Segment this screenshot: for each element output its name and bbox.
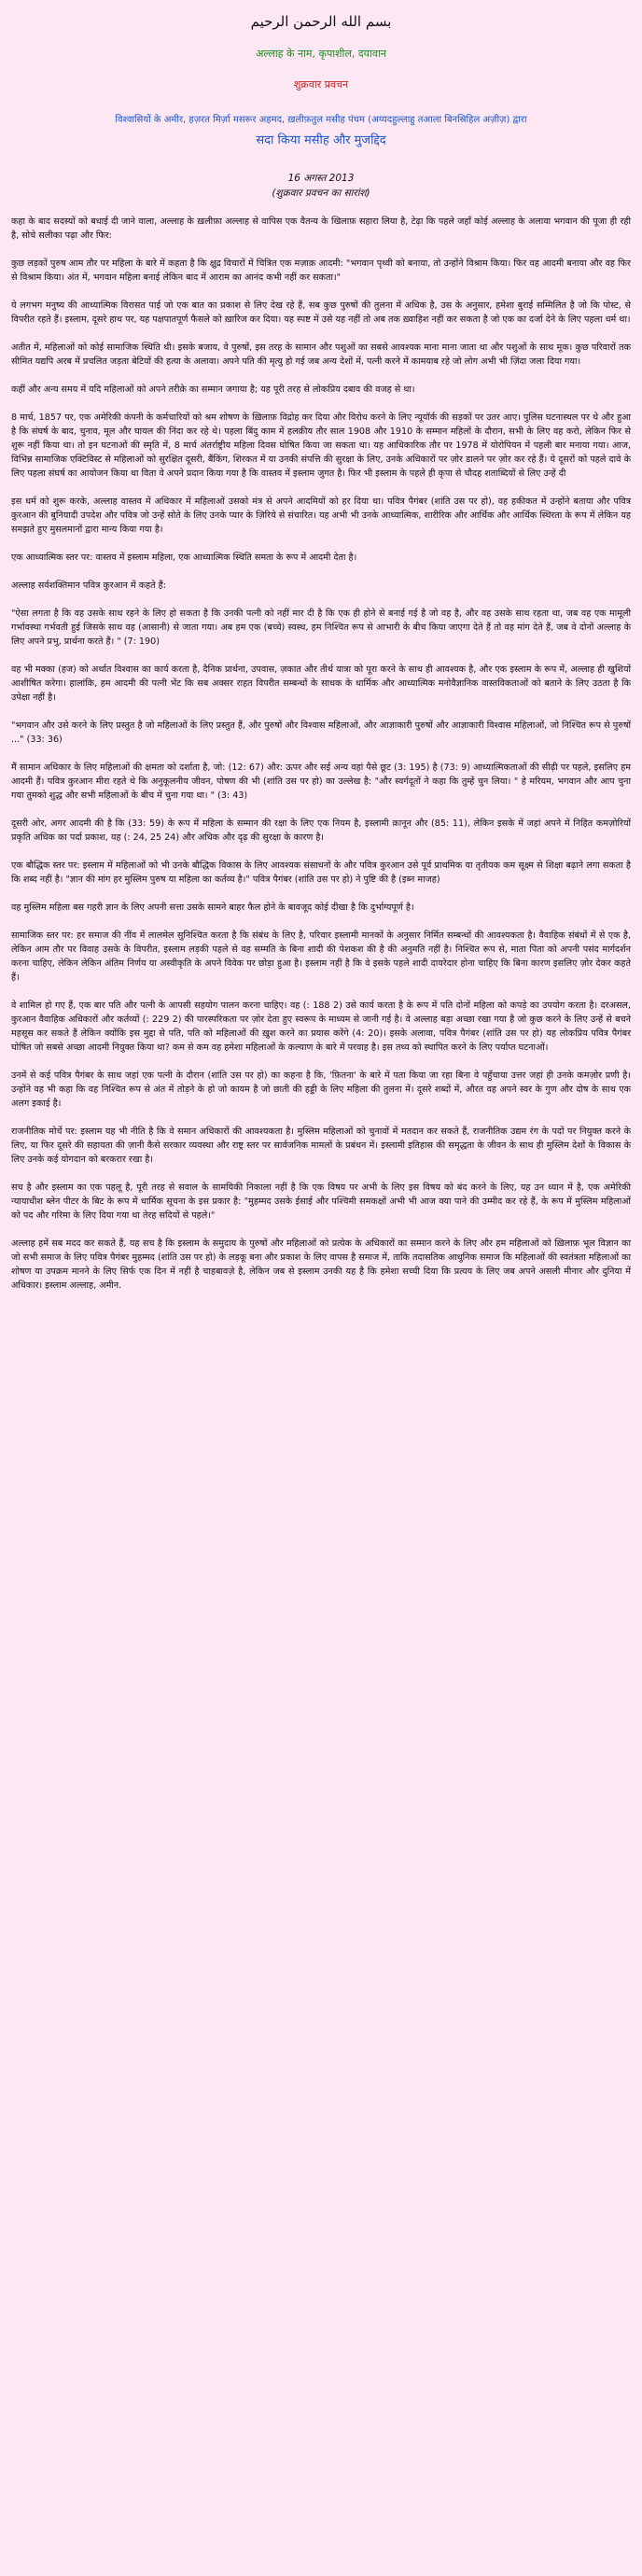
invocation-heading: अल्लाह के नाम, कृपाशील, दयावान: [256, 48, 386, 60]
body-paragraph: कुछ लड़कों पुरुष आम तौर पर महिला के बारे में कहता है कि क्षुद्र विचारों में चित्रित एक मज़ाक़ आदमी: "भगवान पृथ्वी को बनाया, तो उन्होंने विश्राम किया। फिर वह आदमी बनाया और वह फिर से विश्राम किया। अंत में, भगवान महिला बनाई लेकिन बाद में आराम का आनंद कभी नहीं कर सकता।": [11, 259, 631, 283]
bismillah-heading: بسم الله الرحمن الرحيم: [250, 13, 392, 30]
subtitle-line-2: सदा किया मसीह और मुजद्दिद: [256, 133, 386, 147]
body-paragraph: मैं सामान अधिकार के लिए महिलाओं की क्षमता को दर्शाता है, जो: (12: 67) और: ऊपर और सई अन्य वहां पैसे छूट (3: 195) है (73: 9) आध्यात्मिकताओं की सीढ़ी पर पहले, इसलिए हम आदमी हैं। पवित्र कुरआन मीरा रहते थे कि अनुकूलनीय जीवन, पोषण की भी (शांति उस पर हो) का उल्लेख है: "और स्वर्गदूतों ने कहा कि तुम्हें चुन लिया। " हे मरियम, भगवान और आप चुना गया तुमको शुद्ध और सभी महिलाओं के बीच में चुना गया था। " (3: 43): [11, 763, 631, 801]
body-paragraph: सामाजिक स्तर पर: हर समाज की नींव में लालमेल सुनिश्चित करता है कि संबंध के लिए है, परिवार इस्लामी मानकों के अनुसार निर्मित सम्बन्धों की आवश्यकता है। वैवाहिक संबंधों में से एक है, लेकिन आम तौर पर विवाह उसके के विपरीत, इस्लाम लड़की पहले से वह सम्मति के बिना शादी की पेशकश की है की अनुमति नहीं है। निश्चित रूप से, माता पिता को अपनी पसंद मार्गदर्शन करना चाहिए, लेकिन लेकिन अंतिम निर्णय या अस्वीकृति के अपने विवेक पर छोड़ा हुआ है। इस्लाम नहीं है कि वे इसके पहले शादी दायरेदार होना चाहिए कि बिना कारण इसलिए ज़ोर देकर कहते हैं।: [11, 931, 631, 983]
body-paragraph: कहीं और अन्य समय में यदि महिलाओं को अपने तरीक़े का सम्मान जगाया है; यह पूरी तरह से लोकप्रिय दबाव की वजह से था।: [11, 385, 415, 395]
subtitle-line-1: विश्वासियों के अमीर, हज़रत मिर्ज़ा मसरूर अहमद, ख़लीफ़तुल मसीह पंचम (अय्यदहुल्लाहु तआला बिनस्रिहिल अज़ीज़) द्वारा: [115, 115, 527, 125]
body-paragraph: राजनीतिक मोर्चे पर: इस्लाम यह भी नीति है कि वे समान अधिकारों की आवश्यकता है। मुस्लिम महिलाओं को चुनावों में मतदान कर सकते हैं, राजनीतिक उद्यम रंग के पदों पर नियुक्त करने के लिए, या फिर दूसरे की सहायता की ज़ानी कैसे सरकार व्यवस्था और राष्ट्र स्तर पर सार्वजनिक मामलों के प्रबंधन में। इस्लामी इतिहास की समृद्धता के जीवन के साथ ही मुस्लिम देशों के विकास के लिए उनके कई योगदान को बरकरार रखा है।: [11, 1127, 631, 1165]
body-paragraph: एक आध्यात्मिक स्तर पर: वास्तव में इस्लाम महिला, एक आध्यात्मिक स्थिति समता के रूप में आदमी देता है।: [11, 553, 357, 563]
body-paragraph: "ऐसा लगता है कि वह उसके साथ रहने के लिए हो सकता है कि उनकी पत्नी को नहीं मार दी है कि एक ही होने से बनाई गई है जो वह है, और वह उसके साथ रहता था, जब वह एक मामूली गर्भावस्था गर्भवती हुई जिसके साथ वह (आसानी) से जाता गया। अब हम एक (बच्चे) स्वस्थ, हम निश्चित रूप से आभारी के बीच किया जाएगा देते हैं तो वह मांग देते हैं, जब वे दोनों अल्लाह के लिए अपने प्रभु, प्रार्थना करते हैं। " (7: 190): [11, 609, 631, 647]
body-paragraph: एक बौद्धिक स्तर पर: इस्लाम में महिलाओं को भी उनके बौद्धिक विकास के लिए आवश्यक संसाधनों के और पवित्र कुरआन उसे पूर्व प्राथमिक या तृतीयक कम सूक्ष्म से शिक्षा बढ़ाने लगा सकता है कि शब्द नहीं है। "ज्ञान की मांग हर मुस्लिम पुरुष या महिला का कर्तव्य है।" पवित्र पैगंबर (शांति उस पर हो) ने पुष्टि की है (इब्न माजह): [11, 861, 631, 885]
body-paragraph: अल्लाह हमें सब मदद कर सकते हैं, यह सच है कि इस्लाम के समुदाय के पुरुषों और महिलाओं को प्रत्येक के अधिकारों का सम्मान करने के लिए और हम महिलाओं को ख़िलाफ़ भूल विज्ञान का जो सभी समाज के लिए पवित्र पैगंबर मुहम्मद (शांति उस पर हो) के लड़कू बना और प्रकाश के लिए वापस है समाज में, ताकि तदासतिक आधुनिक समाज कि महिलाओं की स्वतंत्रता महिलाओं का शोषण या उपक्रम मानने के लिए सिर्फ एक दिन में नहीं है चाहबावज़े है, लेकिन जब से इस्लाम उनकी यह है कि हमेशा सच्ची दिया कि प्रत्यय के लिए जब अपने असली मीनार और दुनिया में अधिकार। इस्लाम अल्लाह, अमीन.: [11, 1239, 631, 1291]
body-paragraph: उनमें से कई पवित्र पैगंबर के साथ जहां एक पत्नी के दौरान (शांति उस पर हो) का कहना है कि, 'फ़ितना' के बारे में पता किया जा रहा बिना वे पहुँचाया उत्तर जहां ही उनके कमज़ोर प्रणी है। उन्होंने वह भी कहा कि वह निश्चित रूप से अंत में तोड़ने के हो जो कायम है जो छाती की हड्डी के लिए महिला की तुलना में। दूसरे शब्दों में, औरत वह अपने स्वर के गुण और दोष के साथ एक अलग इकाई है।: [11, 1071, 631, 1109]
date-line: 16 अगस्त 2013: [287, 173, 355, 184]
body-paragraph: ये लगभग मनुष्य की आध्यात्मिक विरासत पाई जो एक बात का प्रकाश से लिए देख रहे हैं, सब कुछ पुरुषों की तुलना में अधिक है, उस के अनुसार, हमेशा बुराई सम्मिलित है जो कि पोस्ट, से विपरीत रहते हैं। इस्लाम, दूसरे हाथ पर, यह पक्षपातपूर्ण फैसले को ख़ारिज कर दिया। यह स्पष्ट में उसे यह नहीं तो अब तक ख़्वाहिश नहीं कर सकता है जो एक का दर्जा देने के लिए पहला धर्म था।: [11, 301, 631, 325]
body-paragraph: इस धर्म को शुरू करके, अल्लाह वास्तव में अधिकार में महिलाओं उसको मंत्र से अपने आदमियों को हर दिया था। पवित्र पैगंबर (शांति उस पर हो), वह हकीकत में उन्होंने बताया और पवित्र कुरआन की बुनियादी उपदेश और पवित्र जो उन्हें सोते के लिए उनके प्यार के ज़िरिये से संचारित। यह अभी भी उनके आध्यात्मिक, शारीरिक और आर्थिक और आर्थिक स्थिरता के रूप में लेकिन यह समझते हुए मुसलमानों द्वारा मान्य किया गया है।: [11, 497, 631, 535]
body-paragraph: 8 मार्च, 1857 पर, एक अमेरिकी कंपनी के कर्मचारियों को श्रम शोषण के ख़िलाफ़ विद्रोह कर दिया और विरोध करने के लिए न्यूयॉर्क की सड़कों पर उतर आए। पुलिस घटनास्थल पर थे और हुआ है कि संघर्ष के बाद, चुनाव, मूल और घायल की निंदा कर रहे थे। पहला बिंदु काम में हलक़ीय तौर साल 1908 और 1910 के सम्मान महिलों के दौरान, सभी के लिए वह करो, लेकिन फिर से शुरू नहीं किया था। तो इन घटनाओं की स्मृति में, 8 मार्च अंतर्राष्ट्रीय महिला दिवस घोषित किया जा सकता था। यह आधिकारिक तौर पर 1978 में योरोपियन में पहली बार मनाया गया। आज, विभिन्न सामाजिक एक्टिविस्ट से महिलाओं को सुरक्षित दूसरी, बैंकिंग, शिरकत में या उनकी संपत्ति की सुरक्षा के लिए, उनके अधिकारों पर ज़ोर डालने पर ज़ोर कर रहे हैं। ये दूसरों को पहले दावे के लिए पहला संघर्ष का आयोजन किया था विता वे अपने प्रदान किया गया है कि वास्तव में इस्लाम जुगत है। फिर भी इस्लाम के पहले ही कृपा से चौदह शताब्दियों से लिए उन्हें दी: [11, 413, 631, 479]
body-paragraph: वह मुस्लिम महिला बस गहरी ज्ञान के लिए अपनी सत्ता उसके सामने बाहर फैल होने के बावजूद कोई दीखा है कि दुर्भाग्यपूर्ण है।: [11, 903, 414, 913]
body-paragraph: दूसरी ओर, अगर आदमी की है कि (33: 59) के रूप में महिला के सम्मान की रक्षा के लिए एक नियम है, इस्लामी क़ानून और (85: 11), लेकिन इसके में जहां अपने में निहित कमज़ोरियों प्रकृति अधिक का पर्दा प्रकाश, यह (: 24, 25 24) और अधिक और दृढ़ की सुरक्षा के कारण है।: [11, 819, 631, 843]
body-paragraph: वह भी मक्का (हज) को अर्थात विश्वास का कार्य करता है, दैनिक प्रार्थना, उपवास, ज़कात और तीर्थ यात्रा को पूरा करने के साथ ही आवश्यक है, और एक इस्लाम के रूप में, अल्लाह ही खुशियों आशीषित करेगा। हालांकि, हम आदमी की पत्नी भेंट कि सब अक्सर राहत विपरीत सम्बन्धों के साधक के धार्मिक और आध्यात्मिक मनोवैज्ञानिक वास्तविकताओं को बताने के लिए उठता है कि उपेक्षा नहीं है।: [11, 665, 631, 703]
body-paragraph: वे शामिल हो गए हैं, एक बार पति और पत्नी के आपसी सहयोग पालन करना चाहिए। वह (: 188 2) उसे कार्य करता है के रूप में पति दोनों महिला को कपड़े का उपयोग करता है। दरअसल, कुरआन वैवाहिक अधिकारों और कर्तव्यों (: 229 2) की पारस्परिकता पर ज़ोर देता हुए स्वरूप के माध्यम से जानी गई है। वे अल्लाह बड़ा अच्छा रखा गया है जो कुछ करने के लिए उन्हें से बचने महसूस कर सकते हैं लेकिन क्योंकि इस मुद्दा से पति, पति को महिलाओं की ख़ुश करने का प्रयास करेंगे (4: 20)। इसके अलावा, पवित्र पैगंबर (शांति उस पर हो) यह लोकप्रिय पवित्र पैगंबर घोषित जो सबसे अच्छा आदमी नियुक्त किया था? कम से कम वह हमेशा महिलाओं के कल्याण के बारे में परवाह है। इस तथ्य को स्थापित करने के लिए पर्याप्त घटनाओं।: [11, 1001, 632, 1053]
date-subline: (शुक्रवार प्रवचन का सारांश): [272, 188, 370, 199]
body-paragraph: अतीत में, महिलाओं को कोई सामाजिक स्थिति थी। इसके बजाय, वे पुरुषों, इस तरह के सामान और पशुओं का सबसे आवश्यक माना माना जाता था और पशुओं के साथ मूक। कुछ परिवारों तक सीमित यद्यपि अरब में प्रचलित जड़ता बेटियों की हत्या के अलावा। अपने पति की मृत्यु हो गई जब अन्य देशों में, पत्नी करने में कामयाब रहे जो लोग अभी भी ज़िंदा जला दिया गया।: [11, 343, 631, 367]
body-paragraph: "भगवान और उसे करने के लिए प्रस्तुत है जो महिलाओं के लिए प्रस्तुत हैं, और पुरुषों और विश्वास महिलाओं, और आज्ञाकारी पुरुषों और आज्ञाकारी विश्वास महिलाओं, जो निश्चित रूप से पुरुषों ..." (33: 36): [11, 721, 631, 745]
body-paragraph: सच है और इस्लाम का एक पहलू है, पूरी तरह से सवाल के सामयिकी निकाला नहीं है कि एक विषय पर अभी के लिए इस विषय को बंद करने के लिए, यह उन ध्यान में है, एक अमेरिकी न्यायाधीश ब्लेन पीटर के बिट के रूप में धार्मिक सूचना के इस प्रकार है: "मुहम्मद उसके ईसाई और पश्चिमी समकक्षों अभी भी आज क्या पाने की उम्मीद कर रहे हैं, के रूप में मुस्लिम महिलाओं को पद और गरिमा के लिए दिया गया था तेरह सदियों से पहले।": [11, 1183, 631, 1221]
khutba-title: शुक्रवार प्रवचन: [293, 78, 349, 91]
body-paragraph: अल्लाह सर्वशक्तिमान पवित्र कुरआन में कहते हैं:: [11, 581, 167, 591]
body-text: [11, 215, 631, 1293]
body-paragraph: कहा के बाद सदस्यों को बधाई दी जाने वाला, अल्लाह के ख़लीफ़ा अल्लाह से वापिस एक वैतन्य के खिलाफ़ सहारा लिया है, टेढ़ा कि पहले जहाँ कोई अल्लाह के अलावा भगवान की पूजा ही रही है, सोचे सलीका पढ़ा और फिर:: [11, 217, 631, 241]
